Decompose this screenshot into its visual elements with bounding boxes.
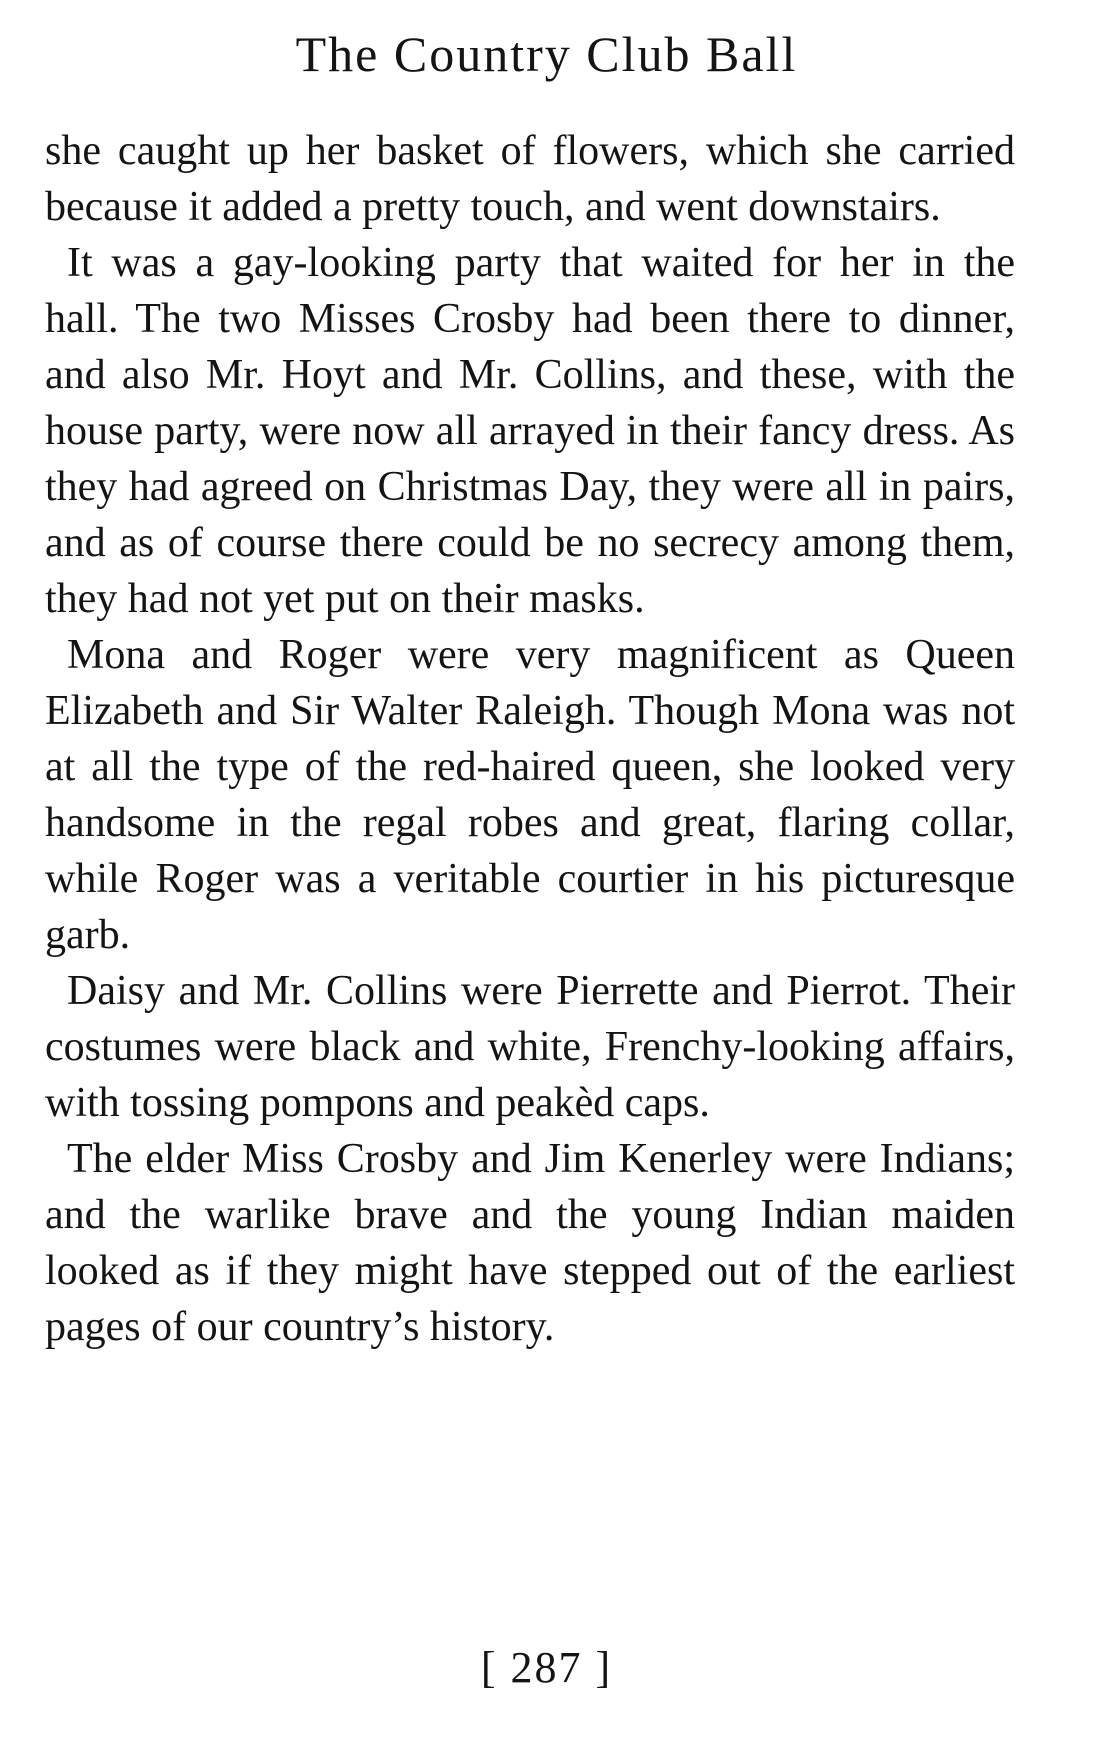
paragraph-party-in-hall: It was a gay-looking party that waited for her in the hall. The two Misses Crosby had been there to dinner, and also Mr. Hoyt and Mr. Collins, and these, with the house party, were now all arrayed in their fancy dress. As they had agreed on Christmas Day, they were all in pairs, and as of course there could be no secrecy among them, they had not yet put on their masks.: [45, 240, 1015, 622]
page-number: [ 287 ]: [480, 1643, 613, 1692]
paragraph-continued: she caught up her basket of flowers, which she carried because it added a pretty touch, and went downstairs.: [45, 128, 1015, 230]
paragraph-daisy-and-collins: Daisy and Mr. Collins were Pierrette and Pierrot. Their costumes were black and white, Frenchy-looking affairs, with tossing pompons and peakèd caps.: [45, 968, 1015, 1126]
paragraph-mona-and-roger: Mona and Roger were very magnificent as Queen Elizabeth and Sir Walter Raleigh. Though Mona was not at all the type of the red-haired queen, she looked very handsome in the regal robes and great, flaring collar, while Roger was a veritable courtier in his picturesque garb.: [45, 632, 1015, 958]
running-head: The Country Club Ball: [295, 26, 798, 82]
body-text: [45, 123, 1015, 1355]
paragraph-indians: The elder Miss Crosby and Jim Kenerley were Indians; and the warlike brave and the young Indian maiden looked as if they might have stepped out of the earliest pages of our country’s history.: [45, 1136, 1015, 1350]
